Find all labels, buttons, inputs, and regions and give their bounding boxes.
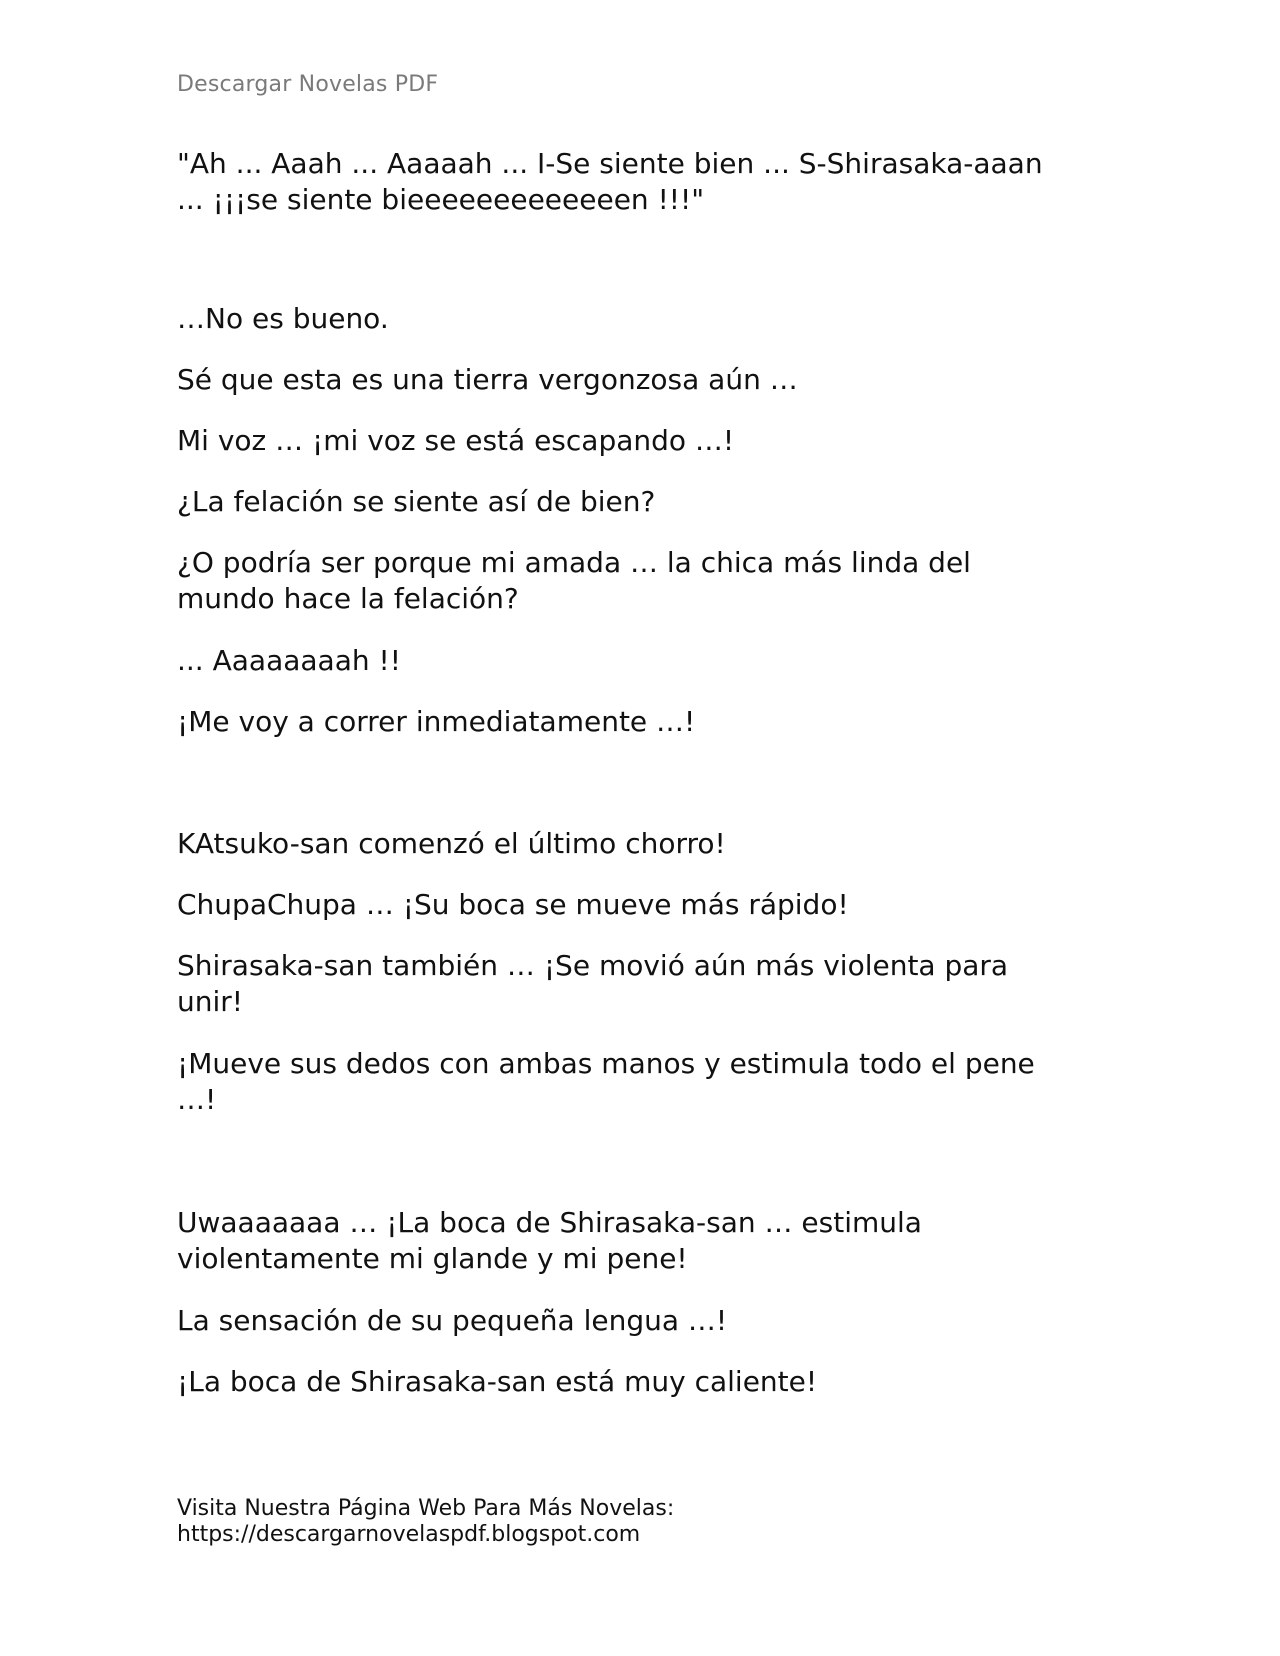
paragraph-14: La sensación de su pequeña lengua …!	[177, 1304, 728, 1337]
paragraph-5: ¿La felación se siente así de bien?	[177, 485, 656, 518]
paragraph-1: "Ah ... Aaah ... Aaaaah ... I-Se siente bien ... S-Shirasaka-aaan ... ¡¡¡se siente bieeeeeeeeeeeeen !!!"	[177, 147, 1043, 216]
paragraph-2: …No es bueno.	[177, 302, 389, 335]
paragraph-11: Shirasaka-san también … ¡Se movió aún más violenta para unir!	[177, 949, 1009, 1018]
footer-visit-text: Visita Nuestra Página Web Para Más Novelas:	[177, 1496, 675, 1521]
paragraph-12: ¡Mueve sus dedos con ambas manos y estimula todo el pene …!	[177, 1047, 1035, 1116]
paragraph-15: ¡La boca de Shirasaka-san está muy caliente!	[177, 1365, 818, 1398]
paragraph-7: ... Aaaaaaaah !!	[177, 644, 401, 677]
paragraph-3: Sé que esta es una tierra vergonzosa aún …	[177, 363, 798, 396]
paragraph-13: Uwaaaaaaa … ¡La boca de Shirasaka-san … estimula violentamente mi glande y mi pene!	[177, 1206, 922, 1275]
document-footer	[177, 1496, 674, 1548]
footer-website-link[interactable]: https://descargarnovelaspdf.blogspot.com	[177, 1522, 641, 1547]
paragraph-6: ¿O podría ser porque mi amada … la chica más linda del mundo hace la felación?	[177, 546, 971, 615]
paragraph-10: ChupaChupa … ¡Su boca se mueve más rápido!	[177, 888, 849, 921]
paragraph-9: KAtsuko-san comenzó el último chorro!	[177, 827, 726, 860]
document-header: Descargar Novelas PDF	[177, 72, 439, 97]
paragraph-8: ¡Me voy a correr inmediatamente …!	[177, 705, 696, 738]
paragraph-4: Mi voz … ¡mi voz se está escapando …!	[177, 424, 735, 457]
